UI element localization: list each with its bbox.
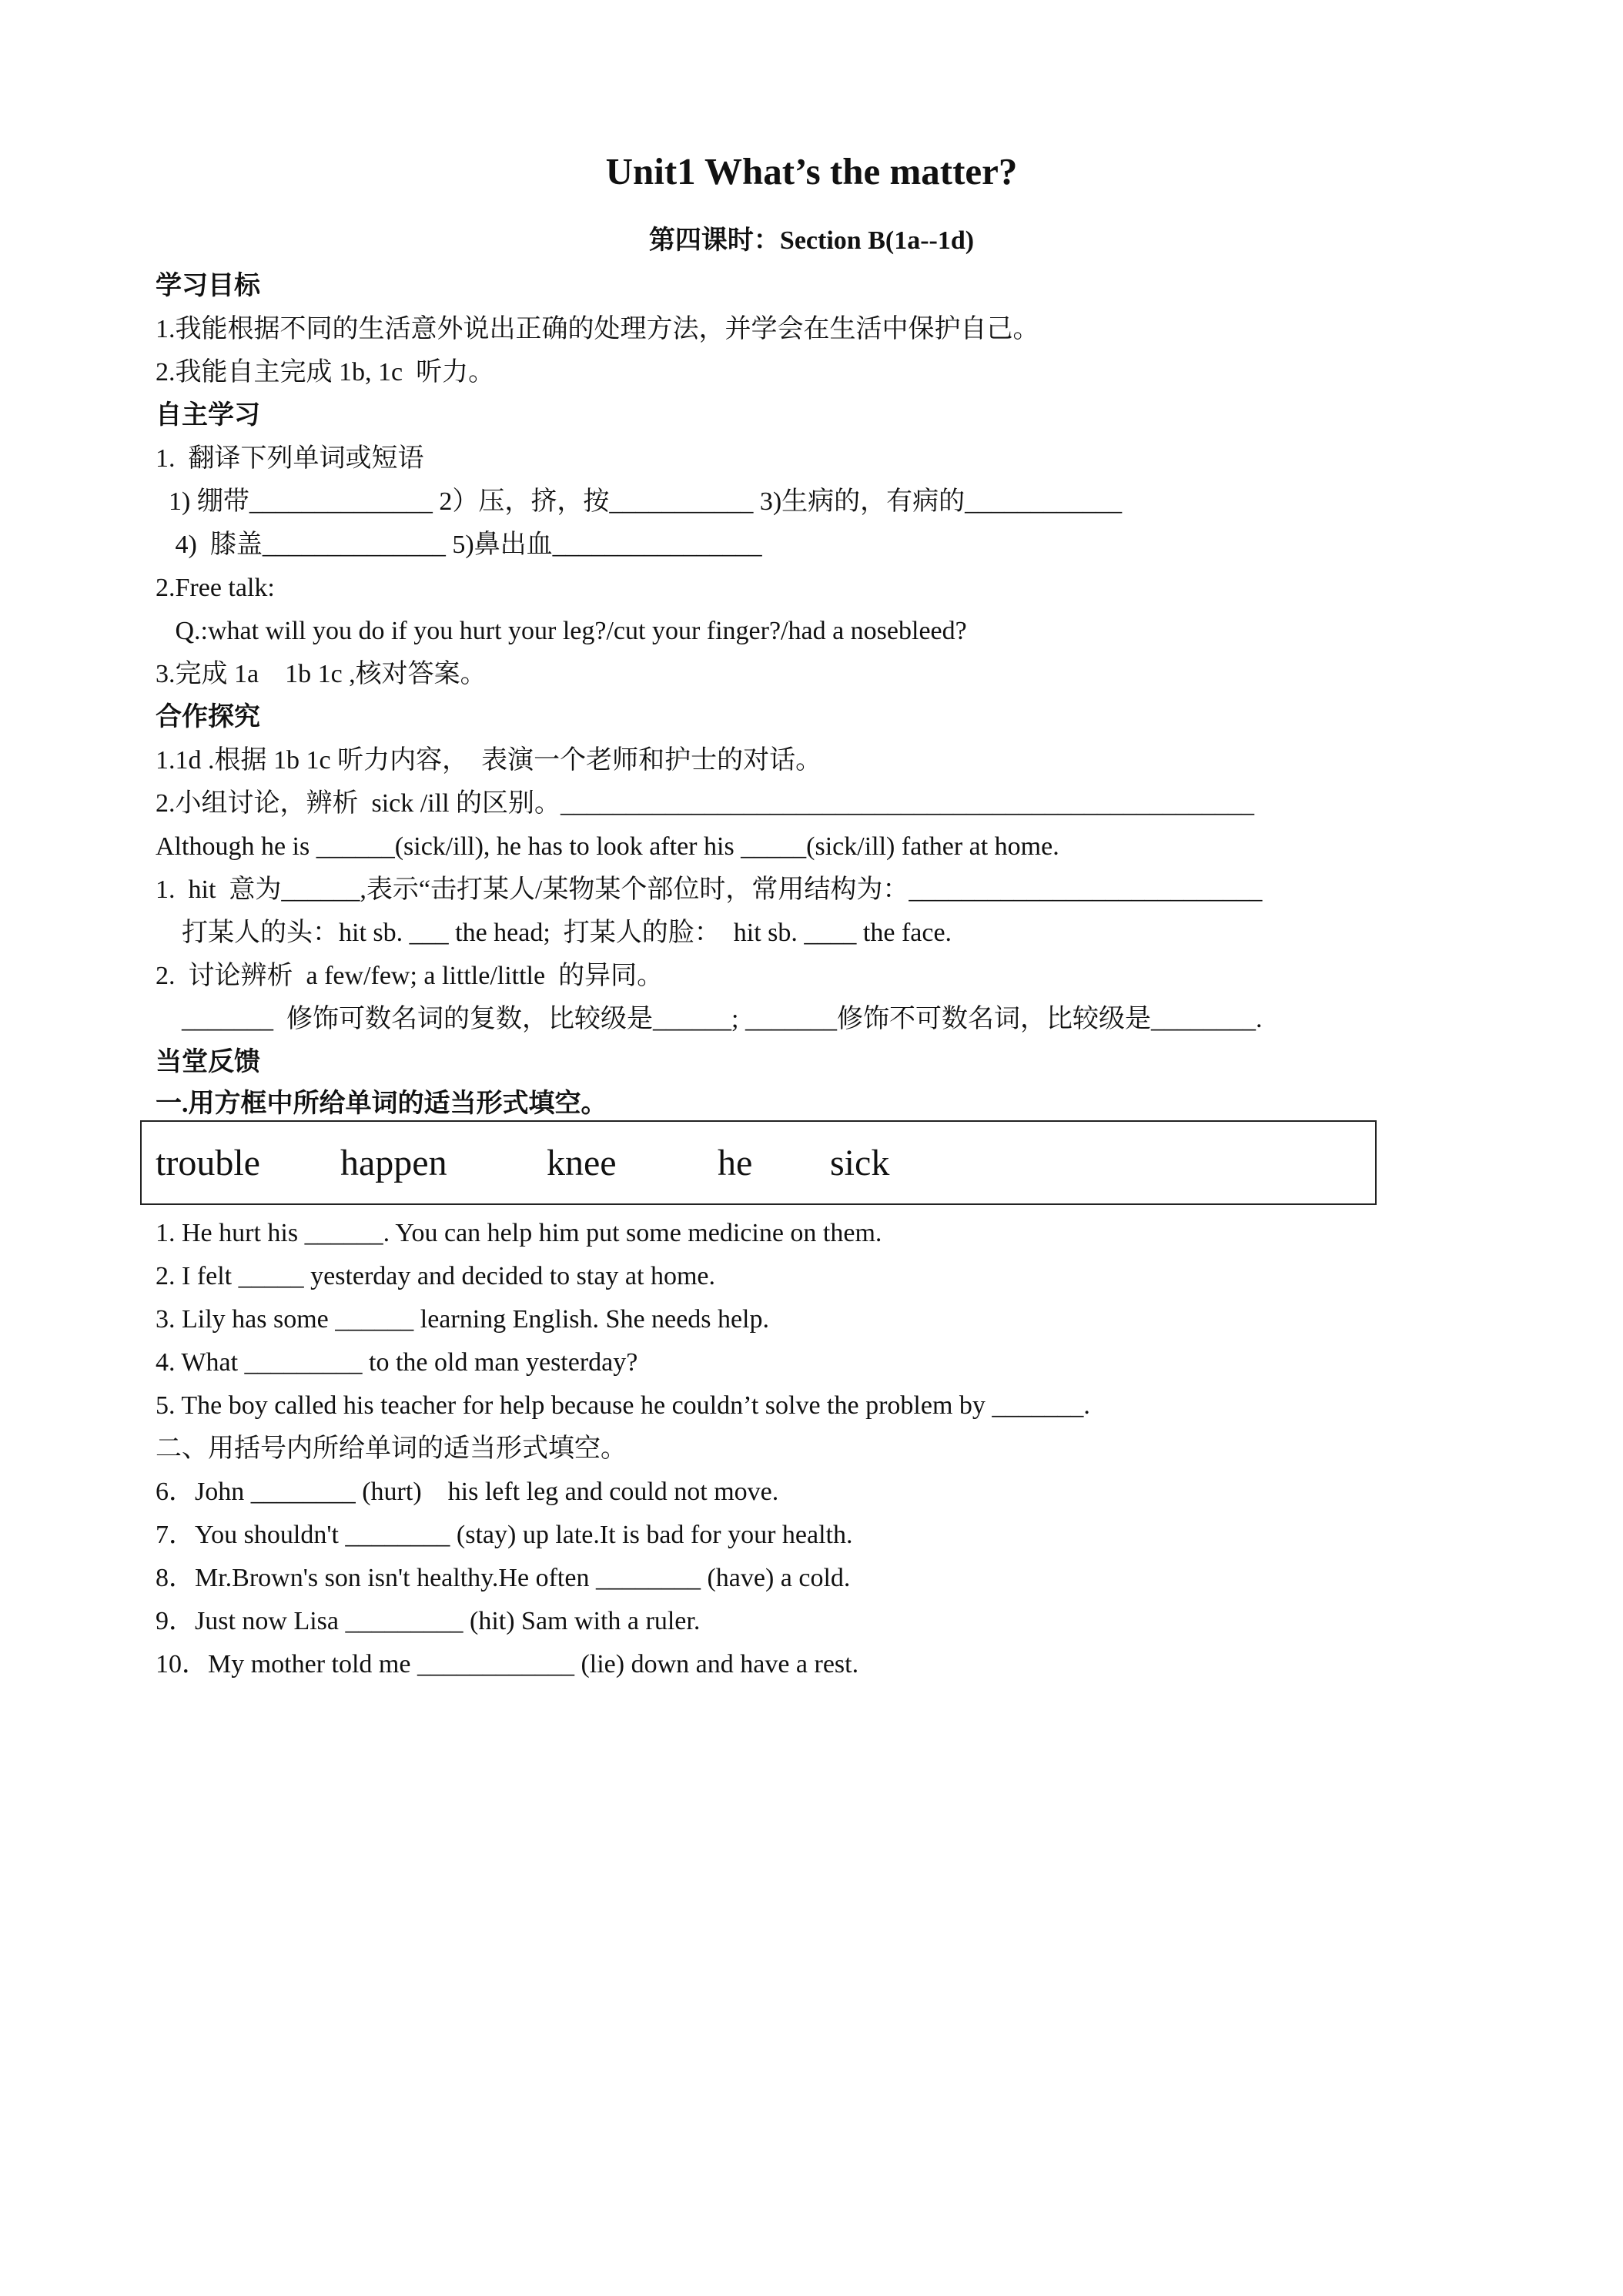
exercise-item: 8．Mr.Brown's son isn't healthy.He often ________ (have) a cold. (156, 1564, 851, 1592)
self-study-line: 4) 膝盖______________ 5)鼻出血________________ (156, 530, 762, 559)
box-word: sick (830, 1143, 890, 1183)
exercise-item: 1. He hurt his ______. You can help him put some medicine on them. (156, 1219, 882, 1247)
page-title: Unit1 What’s the matter? (605, 150, 1018, 192)
box-word: he (718, 1143, 753, 1183)
self-study-line: 3.完成 1a 1b 1c ,核对答案。 (156, 660, 487, 688)
self-study-line: Q.:what will you do if you hurt your leg?/cut your finger?/had a nosebleed? (156, 617, 967, 645)
goal-item: 1.我能根据不同的生活意外说出正确的处理方法，并学会在生活中保护自己。 (156, 315, 1039, 343)
self-study-line: 2.Free talk: (156, 574, 275, 602)
box-word: happen (340, 1143, 447, 1183)
page-subtitle: 第四课时：Section B(1a--1d) (648, 226, 975, 255)
cooperation-line: 2.小组讨论，辨析 sick /ill 的区别。_____________________________________________________ (156, 789, 1255, 818)
feedback-heading: 当堂反馈 (156, 1048, 260, 1076)
exercise-item: 5. The boy called his teacher for help because he couldn’t solve the problem by _______. (156, 1391, 1090, 1420)
cooperation-line: _______ 修饰可数名词的复数，比较级是______; _______修饰不可数名词，比较级是________. (156, 1005, 1263, 1033)
exercise-item: 9．Just now Lisa _________ (hit) Sam with a ruler. (156, 1607, 701, 1635)
part2-heading: 二、用括号内所给单词的适当形式填空。 (156, 1434, 627, 1463)
cooperation-heading: 合作探究 (156, 703, 260, 731)
exercise-item: 7．You shouldn't ________ (stay) up late.It is bad for your health. (156, 1521, 853, 1549)
cooperation-line: 1.1d .根据 1b 1c 听力内容， 表演一个老师和护士的对话。 (156, 746, 822, 775)
box-word: knee (547, 1143, 617, 1183)
self-study-line: 1) 绷带______________ 2）压，挤，按___________ 3)生病的，有病的____________ (156, 487, 1123, 516)
exercise-item: 3. Lily has some ______ learning English. She needs help. (156, 1305, 769, 1334)
exercise-item: 10．My mother told me ____________ (lie) down and have a rest. (156, 1650, 859, 1678)
word-box (140, 1120, 1377, 1205)
self-study-line: 1. 翻译下列单词或短语 (156, 444, 424, 473)
cooperation-line: 打某人的头：hit sb. ___ the head; 打某人的脸： hit sb. ____ the face. (156, 919, 952, 947)
cooperation-line: 2. 讨论辨析 a few/few; a little/little 的异同。 (156, 962, 664, 990)
self-study-heading: 自主学习 (156, 401, 260, 430)
goals-heading: 学习目标 (156, 272, 260, 300)
goal-item: 2.我能自主完成 1b, 1c 听力。 (156, 358, 495, 387)
part1-heading: 一.用方框中所给单词的适当形式填空。 (156, 1089, 607, 1118)
box-word: trouble (156, 1143, 260, 1183)
exercise-item: 2. I felt _____ yesterday and decided to stay at home. (156, 1262, 715, 1290)
exercise-item: 4. What _________ to the old man yesterday? (156, 1348, 638, 1377)
exercise-item: 6．John ________ (hurt) his left leg and could not move. (156, 1478, 779, 1506)
cooperation-line: Although he is ______(sick/ill), he has to look after his _____(sick/ill) father at home. (156, 832, 1059, 861)
cooperation-line: 1. hit 意为______,表示“击打某人/某物某个部位时，常用结构为：___________________________ (156, 875, 1263, 904)
